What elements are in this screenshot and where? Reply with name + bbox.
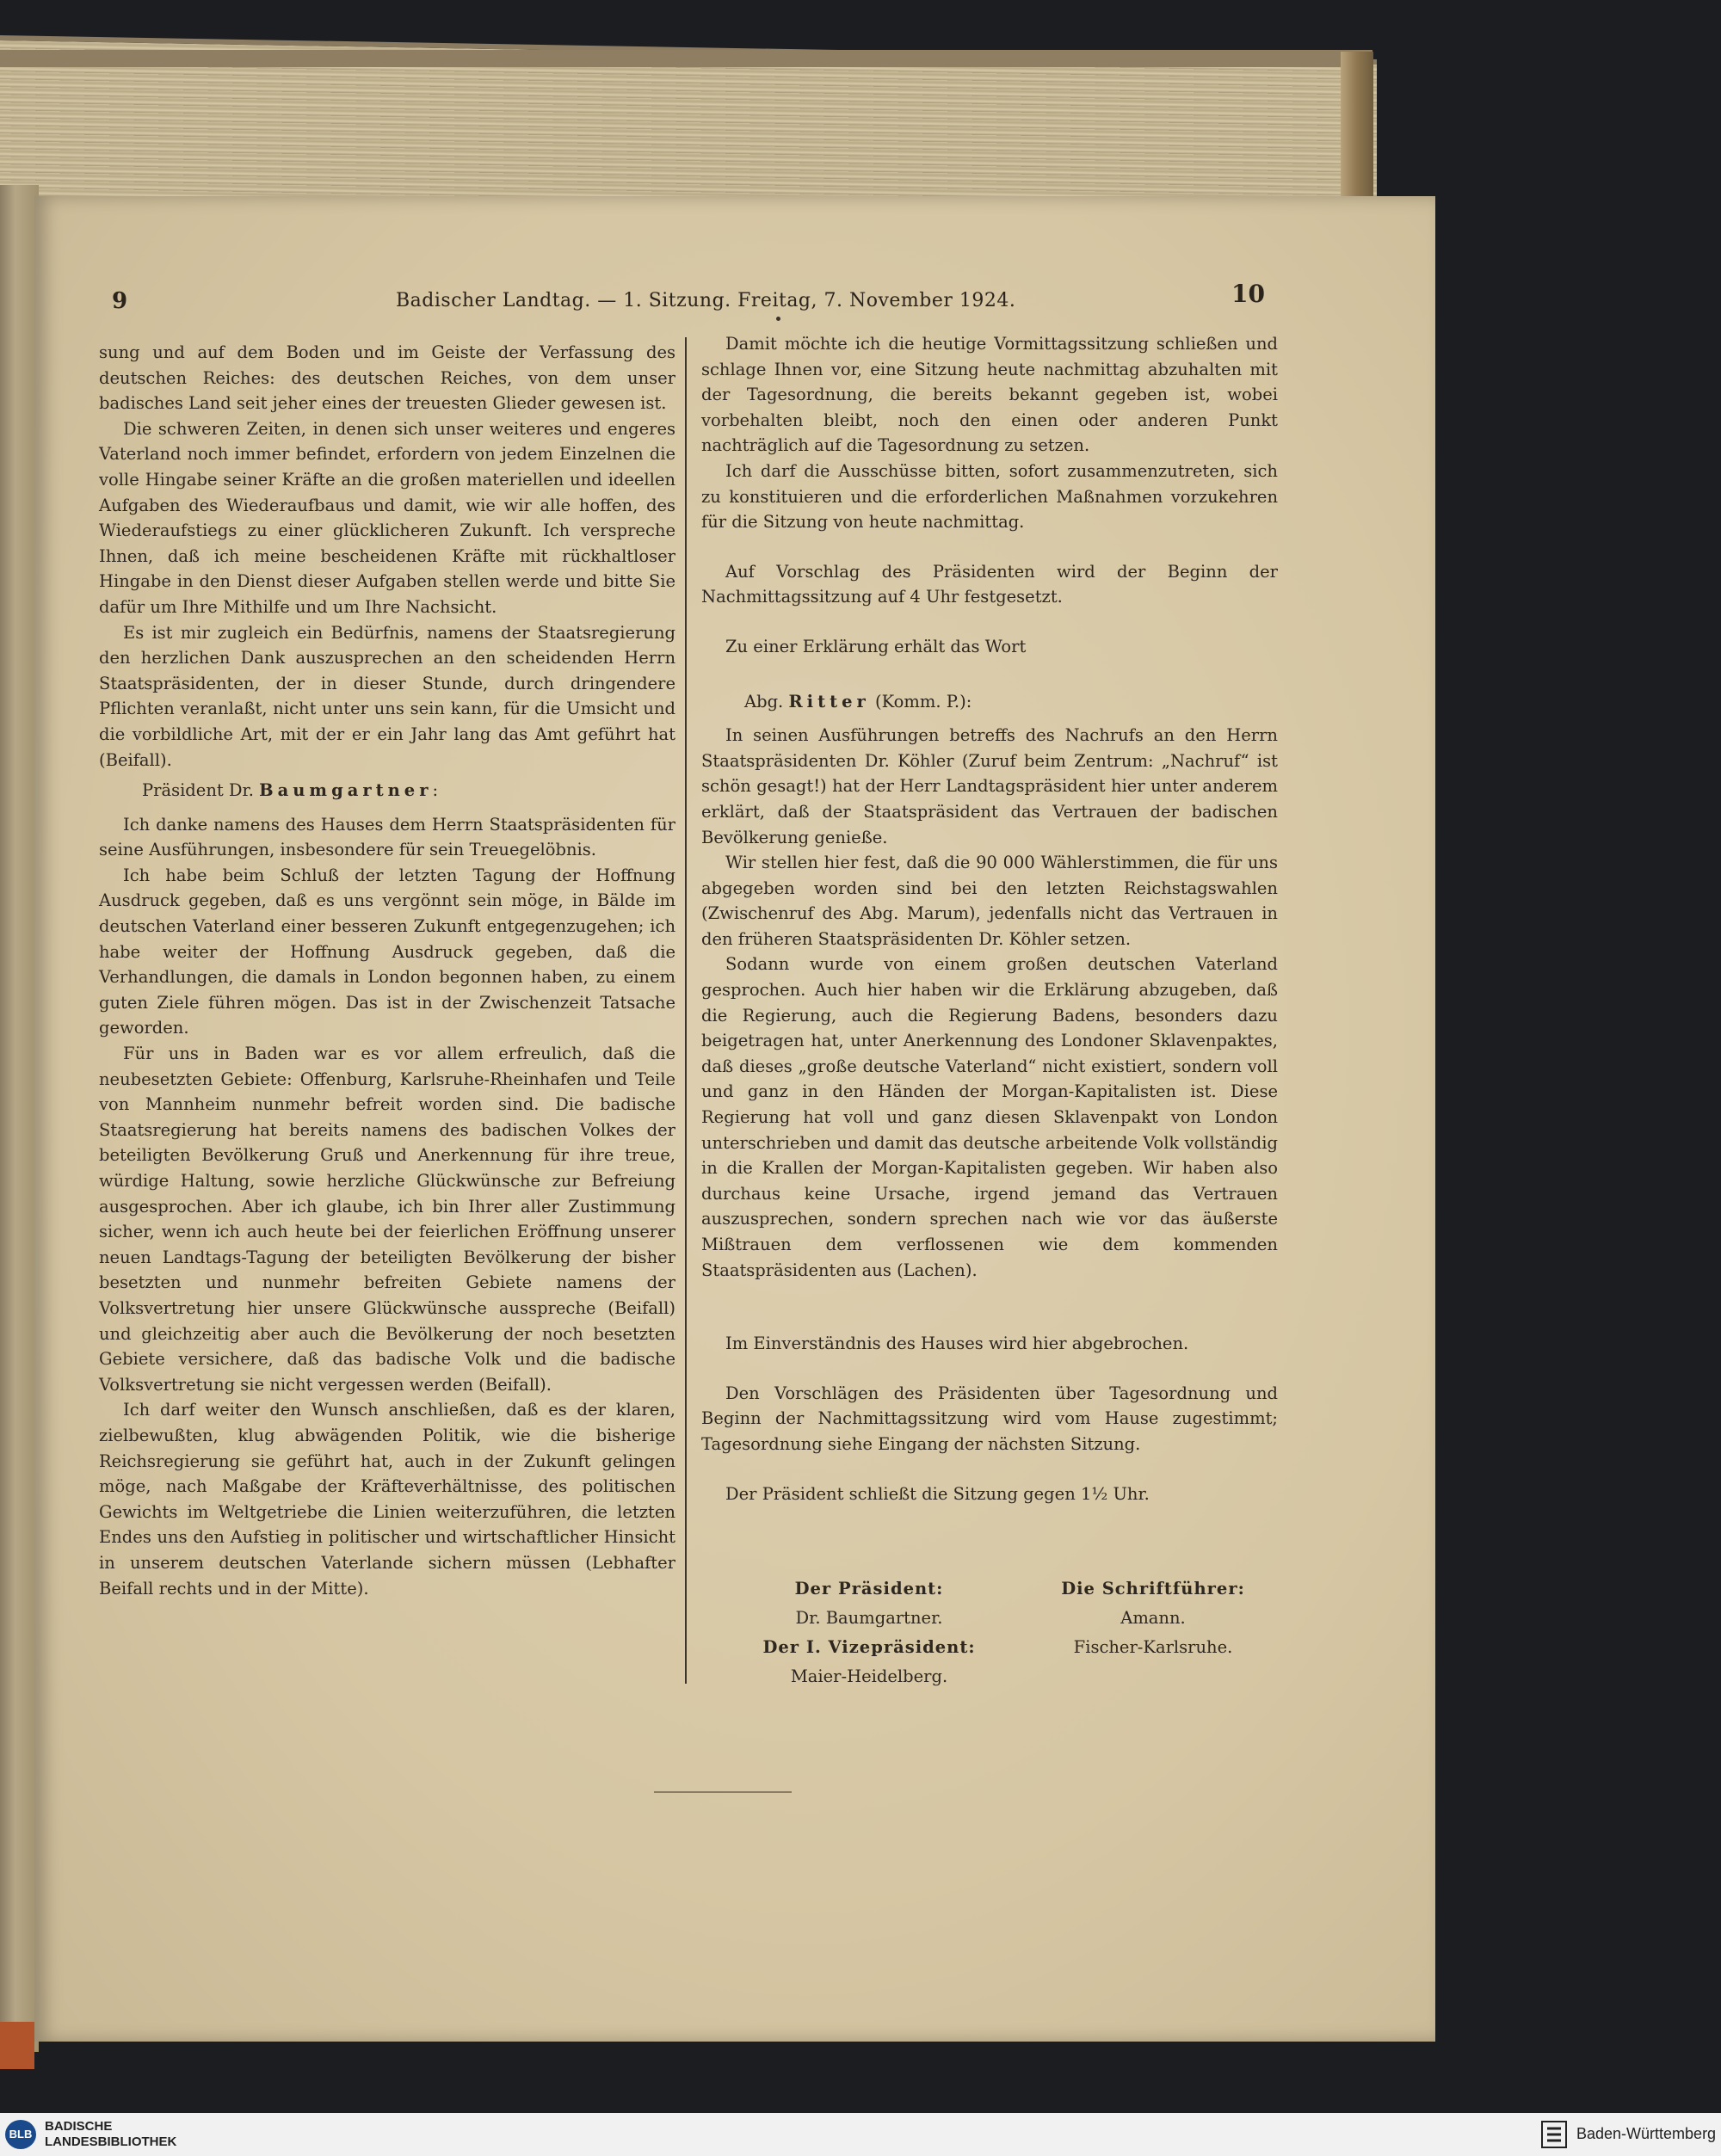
paragraph-gap [701,1457,1278,1481]
left-paragraph: Ich darf weiter den Wunsch anschließen, daß es der klaren, zielbewußten, klug abwägenden Politik, wie die bisherige Reichsregierung sie geführt hat, auch in der Zukunft gelingen möge, nach Maßgabe der Kräfteverhältnisse, des politischen Gewichts im Weltgetriebe die Linien weiterzuführen, die letzten Endes uns den Aufstieg in politischer und wirtschaftlicher Hinsicht in unserem deutschen Vaterlande sichern müssen (Lebhafter Beifall rechts und in der Mitte). [99,1400,675,1599]
end-rule [654,1791,792,1793]
speaker-suffix: : [432,780,439,801]
right-paragraph: Im Einverständnis des Hauses wird hier abgebrochen. [725,1334,1189,1354]
running-title: Badischer Landtag. — 1. Sitzung. Freitag, 7. November 1924. [396,290,1016,311]
blb-logo-icon[interactable]: BLB [5,2120,36,2149]
paragraph-gap [701,535,1278,559]
book-cover-corner [0,2022,34,2069]
right-column [701,331,1278,1506]
page-number-left: 9 [112,288,128,314]
left-paragraph: Die schweren Zeiten, in denen sich unser weiteres und engeres Vaterland noch immer befindet, erfordern von jedem Einzelnen die volle Hingabe seiner Kräfte an die großen materiellen und ideellen Aufgaben des Wiederaufbaus und damit, wie wir alle hoffen, des Wiederaufstiegs zu einer glücklicheren Zukunft. Ich verspreche Ihnen, daß ich meine bescheidenen Kräfte mit rückhaltloser Hingabe in den Dienst dieser Aufgaben stellen werde und bitte Sie dafür um Ihre Mithilfe und um Ihre Nachsicht. [99,418,675,617]
secretary-1: Amann. [1120,1608,1186,1628]
signature-block [740,1574,1291,1695]
paragraph-gap [701,1307,1278,1331]
vice-president-title: Der I. Vizepräsident: [762,1637,976,1657]
right-paragraph: Zu einer Erklärung erhält das Wort [725,636,1027,656]
left-speaker-line [99,778,675,804]
right-paragraph: Auf Vorschlag des Präsidenten wird der Beginn der Nachmittagssitzung auf 4 Uhr festgesetzt. [701,561,1278,607]
lion-crest-icon[interactable] [1540,2120,1568,2149]
left-paragraph: Es ist mir zugleich ein Bedürfnis, namens der Staatsregierung den herzlichen Dank auszusprechen an den scheidenden Herrn Staatspräsidenten, der in dieser Stunde, durch dringendere Pflichten veranlaßt, nicht unter uns sein kann, für die Umsicht und die vorbildliche Art, mit der er ein Jahr lang das Amt geführt hat (Beifall). [99,622,675,770]
vice-president-name: Maier-Heidelberg. [790,1666,948,1686]
column-divider [685,337,687,1684]
president-title: Der Präsident: [794,1579,944,1599]
secretary-2: Fischer-Karlsruhe. [1073,1637,1233,1657]
library-name-line1: BADISCHE [45,2119,113,2134]
library-name-line2: LANDESBIBLIOTHEK [45,2134,177,2149]
right-paragraph: Ich darf die Ausschüsse bitten, sofort zusammenzutreten, sich zu konstituieren und die erforderlichen Maßnahmen vorzukehren für die Sitzung von heute nachmittag. [701,460,1278,533]
right-paragraph: Damit möchte ich die heutige Vormittagssitzung schließen und schlage Ihnen vor, eine Sitzung heute nachmittag abzuhalten mit der Tagesordnung, die bereits bekannt gegeben ist, wobei vorbehalten bleibt, noch den einen oder anderen Punkt nachträglich auf die Tagesordnung zu setzen. [701,334,1278,456]
speaker-name: Baumgartner [259,780,433,801]
page-number-right: 10 [1231,280,1265,308]
right-paragraph: Den Vorschlägen des Präsidenten über Tagesordnung und Beginn der Nachmittagssitzung wird vom Hause zugestimmt; Tagesordnung siehe Eingang der nächsten Sitzung. [701,1383,1278,1454]
signatures-secretaries [1024,1574,1282,1662]
speaker-prefix: Präsident Dr. [142,780,260,801]
left-paragraph: Für uns in Baden war es vor allem erfreulich, daß die neubesetzten Gebiete: Offenburg, Karlsruhe-Rheinhafen und Teile von Mannheim nunmehr befreit worden sind. Die badische Staatsregierung hat bereits namens des badischen Volkes der beteiligten Bevölkerung Gruß und Anerkennung für ihre treue, würdige Haltung, sowie herzliche Glückwünsche zur Befreiung ausgesprochen. Aber ich glaube, ich bin Ihrer aller Zustimmung sicher, wenn ich auch heute bei der feierlichen Eröffnung unserer neuen Landtags-Tagung der beteiligten Bevölkerung der bisher besetzten und nunmehr befreiten Gebiete namens der Volksvertretung hier unsere Glückwünsche ausspreche (Beifall) und gleichzeitig aber auch die Bevölkerung der noch besetzten Gebiete versichere, daß das badische Volk und die badische Volksvertretung sie nicht vergessen werden (Beifall). [99,1044,675,1395]
president-name: Dr. Baumgartner. [795,1608,943,1628]
book-binding-top [0,50,1372,67]
page-header [112,280,1265,314]
secretaries-title: Die Schriftführer: [1061,1579,1245,1599]
paragraph-gap [701,660,1278,684]
state-name[interactable]: Baden-Württemberg [1576,2125,1717,2142]
library-name[interactable] [45,2119,176,2150]
left-column [99,340,675,1601]
right-paragraph: Sodann wurde von einem großen deutschen Vaterland gesprochen. Auch hier haben wir die Erklärung abzugeben, daß die Regierung, auch die Regierung Badens, besonders dazu beigetragen hat, unter Anerkennung des Londoner Sklavenpaktes, daß dieses „große deutsche Vaterland“ nicht existiert, sondern voll und ganz in den Händen der Morgan-Kapitalisten ist. Diese Regierung hat voll und ganz diesen Sklavenpakt von London unterschrieben und damit das deutsche arbeitende Volk vollständig in die Krallen der Morgan-Kapitalisten gegeben. Wir haben also durchaus keine Ursache, irgend jemand das Vertrauen auszusprechen, sondern sprechen nach wie vor das äußerste Mißtrauen dem verflossenen wie dem kommenden Staatspräsidenten aus (Lachen). [701,954,1278,1280]
right-speaker-line [701,689,1278,715]
left-paragraph: sung und auf dem Boden und im Geiste der Verfassung des deutschen Reiches: des deutschen Reiches, von dem unser badisches Land seit jeher eines der treuesten Glieder gewesen ist. [99,342,675,414]
left-paragraph: Ich habe beim Schluß der letzten Tagung der Hoffnung Ausdruck gegeben, daß es uns vergönnt sein möge, in Bälde im deutschen Vaterland einer besseren Zukunft entgegenzugehen; ich habe weiter der Hoffnung Ausdruck gegeben, daß die Verhandlungen, die damals in London begonnen haben, zu einem guten Ziele führen mögen. Das ist in der Zwischenzeit Tatsache geworden. [99,865,675,1038]
viewer-footer [0,2113,1721,2156]
paragraph-gap [701,610,1278,634]
speaker-suffix: (Komm. P.): [869,691,972,711]
signatures-presidency [740,1574,998,1691]
speaker-prefix: Abg. [744,691,789,711]
speaker-name: Ritter [788,691,870,711]
right-paragraph: Der Präsident schließt die Sitzung gegen 1½ Uhr. [725,1483,1150,1504]
left-paragraph: Ich danke namens des Hauses dem Herrn Staatspräsidenten für seine Ausführungen, insbesondere für sein Treuegelöbnis. [99,814,675,860]
paragraph-gap [701,1357,1278,1381]
right-paragraph: In seinen Ausführungen betreffs des Nachrufs an den Herrn Staatspräsidenten Dr. Köhler (Zuruf beim Zentrum: „Nachruf“ ist schön gesagt!) hat der Herr Landtagspräsident hier unter anderem erklärt, daß der Staatspräsident das Vertrauen der badischen Bevölkerung genieße. [701,725,1278,847]
left-page-edge [0,185,39,2052]
header-dot [776,317,780,321]
right-paragraph: Wir stellen hier fest, daß die 90 000 Wählerstimmen, die für uns abgegeben worden sind bei den letzten Reichstagswahlen (Zwischenruf des Abg. Marum), jedenfalls nicht das Vertrauen in den früheren Staatspräsidenten Dr. Köhler setzen. [701,853,1278,949]
paragraph-gap [701,1283,1278,1307]
